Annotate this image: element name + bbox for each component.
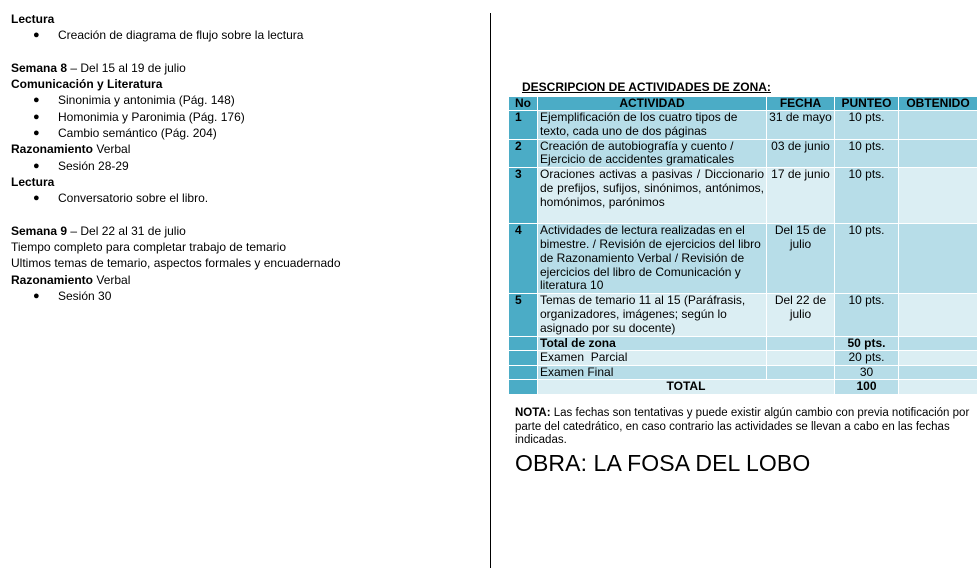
row-no: 1 [509, 111, 538, 140]
list-item-text: Sesión 28-29 [58, 158, 129, 173]
total-zona-row [509, 336, 978, 351]
semana-9-line [11, 223, 481, 239]
nota-text: Las fechas son tentativas y puede existir algún cambio con previa notificación por parte del catedrático, en caso contrario las actividades se llevan a cabo en las fechas indicadas. [515, 407, 970, 446]
razonamiento-bold: Razonamiento [11, 142, 94, 157]
row-no: 2 [509, 139, 538, 168]
parcial-row [509, 351, 978, 366]
row-obtenido [899, 224, 978, 294]
obra-title: OBRA: LA FOSA DEL LOBO [515, 450, 811, 476]
final-row [509, 365, 978, 380]
semana-dates: – Del 22 al 31 de julio [67, 223, 186, 238]
list-item [11, 125, 481, 141]
header-fecha: FECHA [767, 97, 835, 111]
column-divider [490, 13, 491, 568]
row-no-empty [509, 380, 538, 395]
list-item [11, 288, 481, 304]
list-item-text: Conversatorio sobre el libro. [58, 191, 209, 206]
row-actividad: Oraciones activas a pasivas / Diccionario de prefijos, sufijos, sinónimos, antónimos, homónimos, parónimos [538, 168, 767, 224]
razonamiento-bold: Razonamiento [11, 272, 94, 287]
semana-label: Semana 9 [11, 223, 68, 238]
row-fecha: 17 de junio [767, 168, 835, 224]
row-actividad: Actividades de lectura realizadas en el bimestre. / Revisión de ejercicios del libro de Razonamiento Verbal / Revisión de ejercicios del libro de Comunicación y literatura 10 [538, 224, 767, 294]
bullet-icon: ● [33, 94, 40, 107]
list-item-text: Sesión 30 [58, 289, 112, 304]
row-obtenido [899, 139, 978, 168]
razonamiento-rest: Verbal [93, 142, 131, 157]
table-row [509, 168, 978, 224]
total-zona-label: Total de zona [538, 336, 767, 351]
list-item-text: Sinonimia y antonimia (Pág. 148) [58, 93, 235, 108]
row-obtenido [899, 111, 978, 140]
lectura-heading: Lectura [11, 174, 55, 189]
row-fecha: Del 22 de julio [767, 294, 835, 336]
list-item-text: Creación de diagrama de flujo sobre la lectura [58, 28, 304, 43]
header-punteo: PUNTEO [835, 97, 899, 111]
list-item [11, 92, 481, 108]
final-value: 30 [835, 365, 899, 380]
bullet-icon: ● [33, 29, 40, 42]
row-fecha-empty [767, 336, 835, 351]
row-fecha: Del 15 de julio [767, 224, 835, 294]
header-actividad: ACTIVIDAD [538, 97, 767, 111]
row-no-empty [509, 365, 538, 380]
row-obtenido-empty [899, 365, 978, 380]
bullet-icon: ● [33, 127, 40, 140]
row-no-empty [509, 336, 538, 351]
total-zona-value: 50 pts. [835, 336, 899, 351]
row-no: 3 [509, 168, 538, 224]
table-row [509, 224, 978, 294]
row-fecha-empty [767, 365, 835, 380]
list-item-text: Homonimia y Paronimia (Pág. 176) [58, 109, 245, 124]
row-punteo: 10 pts. [835, 294, 899, 336]
total-label: TOTAL [538, 380, 835, 395]
row-fecha-empty [767, 351, 835, 366]
razonamiento-rest: Verbal [93, 272, 131, 287]
list-item [11, 109, 481, 125]
row-fecha: 03 de junio [767, 139, 835, 168]
list-item-text: Cambio semántico (Pág. 204) [58, 126, 217, 141]
lectura-heading: Lectura [11, 12, 55, 26]
nota-label: NOTA: [515, 407, 551, 419]
list-item [11, 158, 481, 174]
activities-table [508, 96, 978, 395]
row-obtenido-empty [899, 336, 978, 351]
header-no: No [509, 97, 538, 111]
final-label: Examen Final [538, 365, 767, 380]
row-actividad: Creación de autobiografía y cuento / Ejercicio de accidentes gramaticales [538, 139, 767, 168]
nota-paragraph [515, 407, 973, 448]
semana-8-line [11, 60, 481, 76]
table-header-row [509, 97, 978, 111]
table-row [509, 139, 978, 168]
semana-9-text: Ultimos temas de temario, aspectos formales y encuadernado [11, 256, 341, 271]
row-no: 4 [509, 224, 538, 294]
total-row [509, 380, 978, 395]
row-punteo: 10 pts. [835, 111, 899, 140]
semana-9-text: Tiempo completo para completar trabajo de temario [11, 240, 287, 255]
section-title: DESCRIPCION DE ACTIVIDADES DE ZONA: [522, 80, 771, 94]
semana-dates: – Del 15 al 19 de julio [67, 60, 186, 75]
semana-label: Semana 8 [11, 60, 68, 75]
row-actividad: Ejemplificación de los cuatro tipos de texto, cada uno de dos páginas [538, 111, 767, 140]
row-obtenido-empty [899, 380, 978, 395]
bullet-icon: ● [33, 110, 40, 123]
list-item [11, 190, 481, 206]
row-no-empty [509, 351, 538, 366]
row-punteo: 10 pts. [835, 168, 899, 224]
row-fecha: 31 de mayo [767, 111, 835, 140]
list-item [11, 27, 481, 43]
row-obtenido [899, 168, 978, 224]
row-no: 5 [509, 294, 538, 336]
table-row [509, 294, 978, 336]
row-punteo: 10 pts. [835, 139, 899, 168]
row-obtenido [899, 294, 978, 336]
bullet-icon: ● [33, 159, 40, 172]
row-punteo: 10 pts. [835, 224, 899, 294]
row-obtenido-empty [899, 351, 978, 366]
comunicacion-heading: Comunicación y Literatura [11, 77, 163, 92]
parcial-label: Examen Parcial [538, 351, 767, 366]
left-column [11, 11, 481, 304]
razonamiento-heading [11, 272, 481, 288]
total-value: 100 [835, 380, 899, 395]
bullet-icon: ● [33, 192, 40, 205]
razonamiento-heading [11, 141, 481, 157]
row-actividad: Temas de temario 11 al 15 (Paráfrasis, organizadores, imágenes; según lo asignado por su docente) [538, 294, 767, 336]
table-row [509, 111, 978, 140]
header-obtenido: OBTENIDO [899, 97, 978, 111]
bullet-icon: ● [33, 290, 40, 303]
parcial-value: 20 pts. [835, 351, 899, 366]
